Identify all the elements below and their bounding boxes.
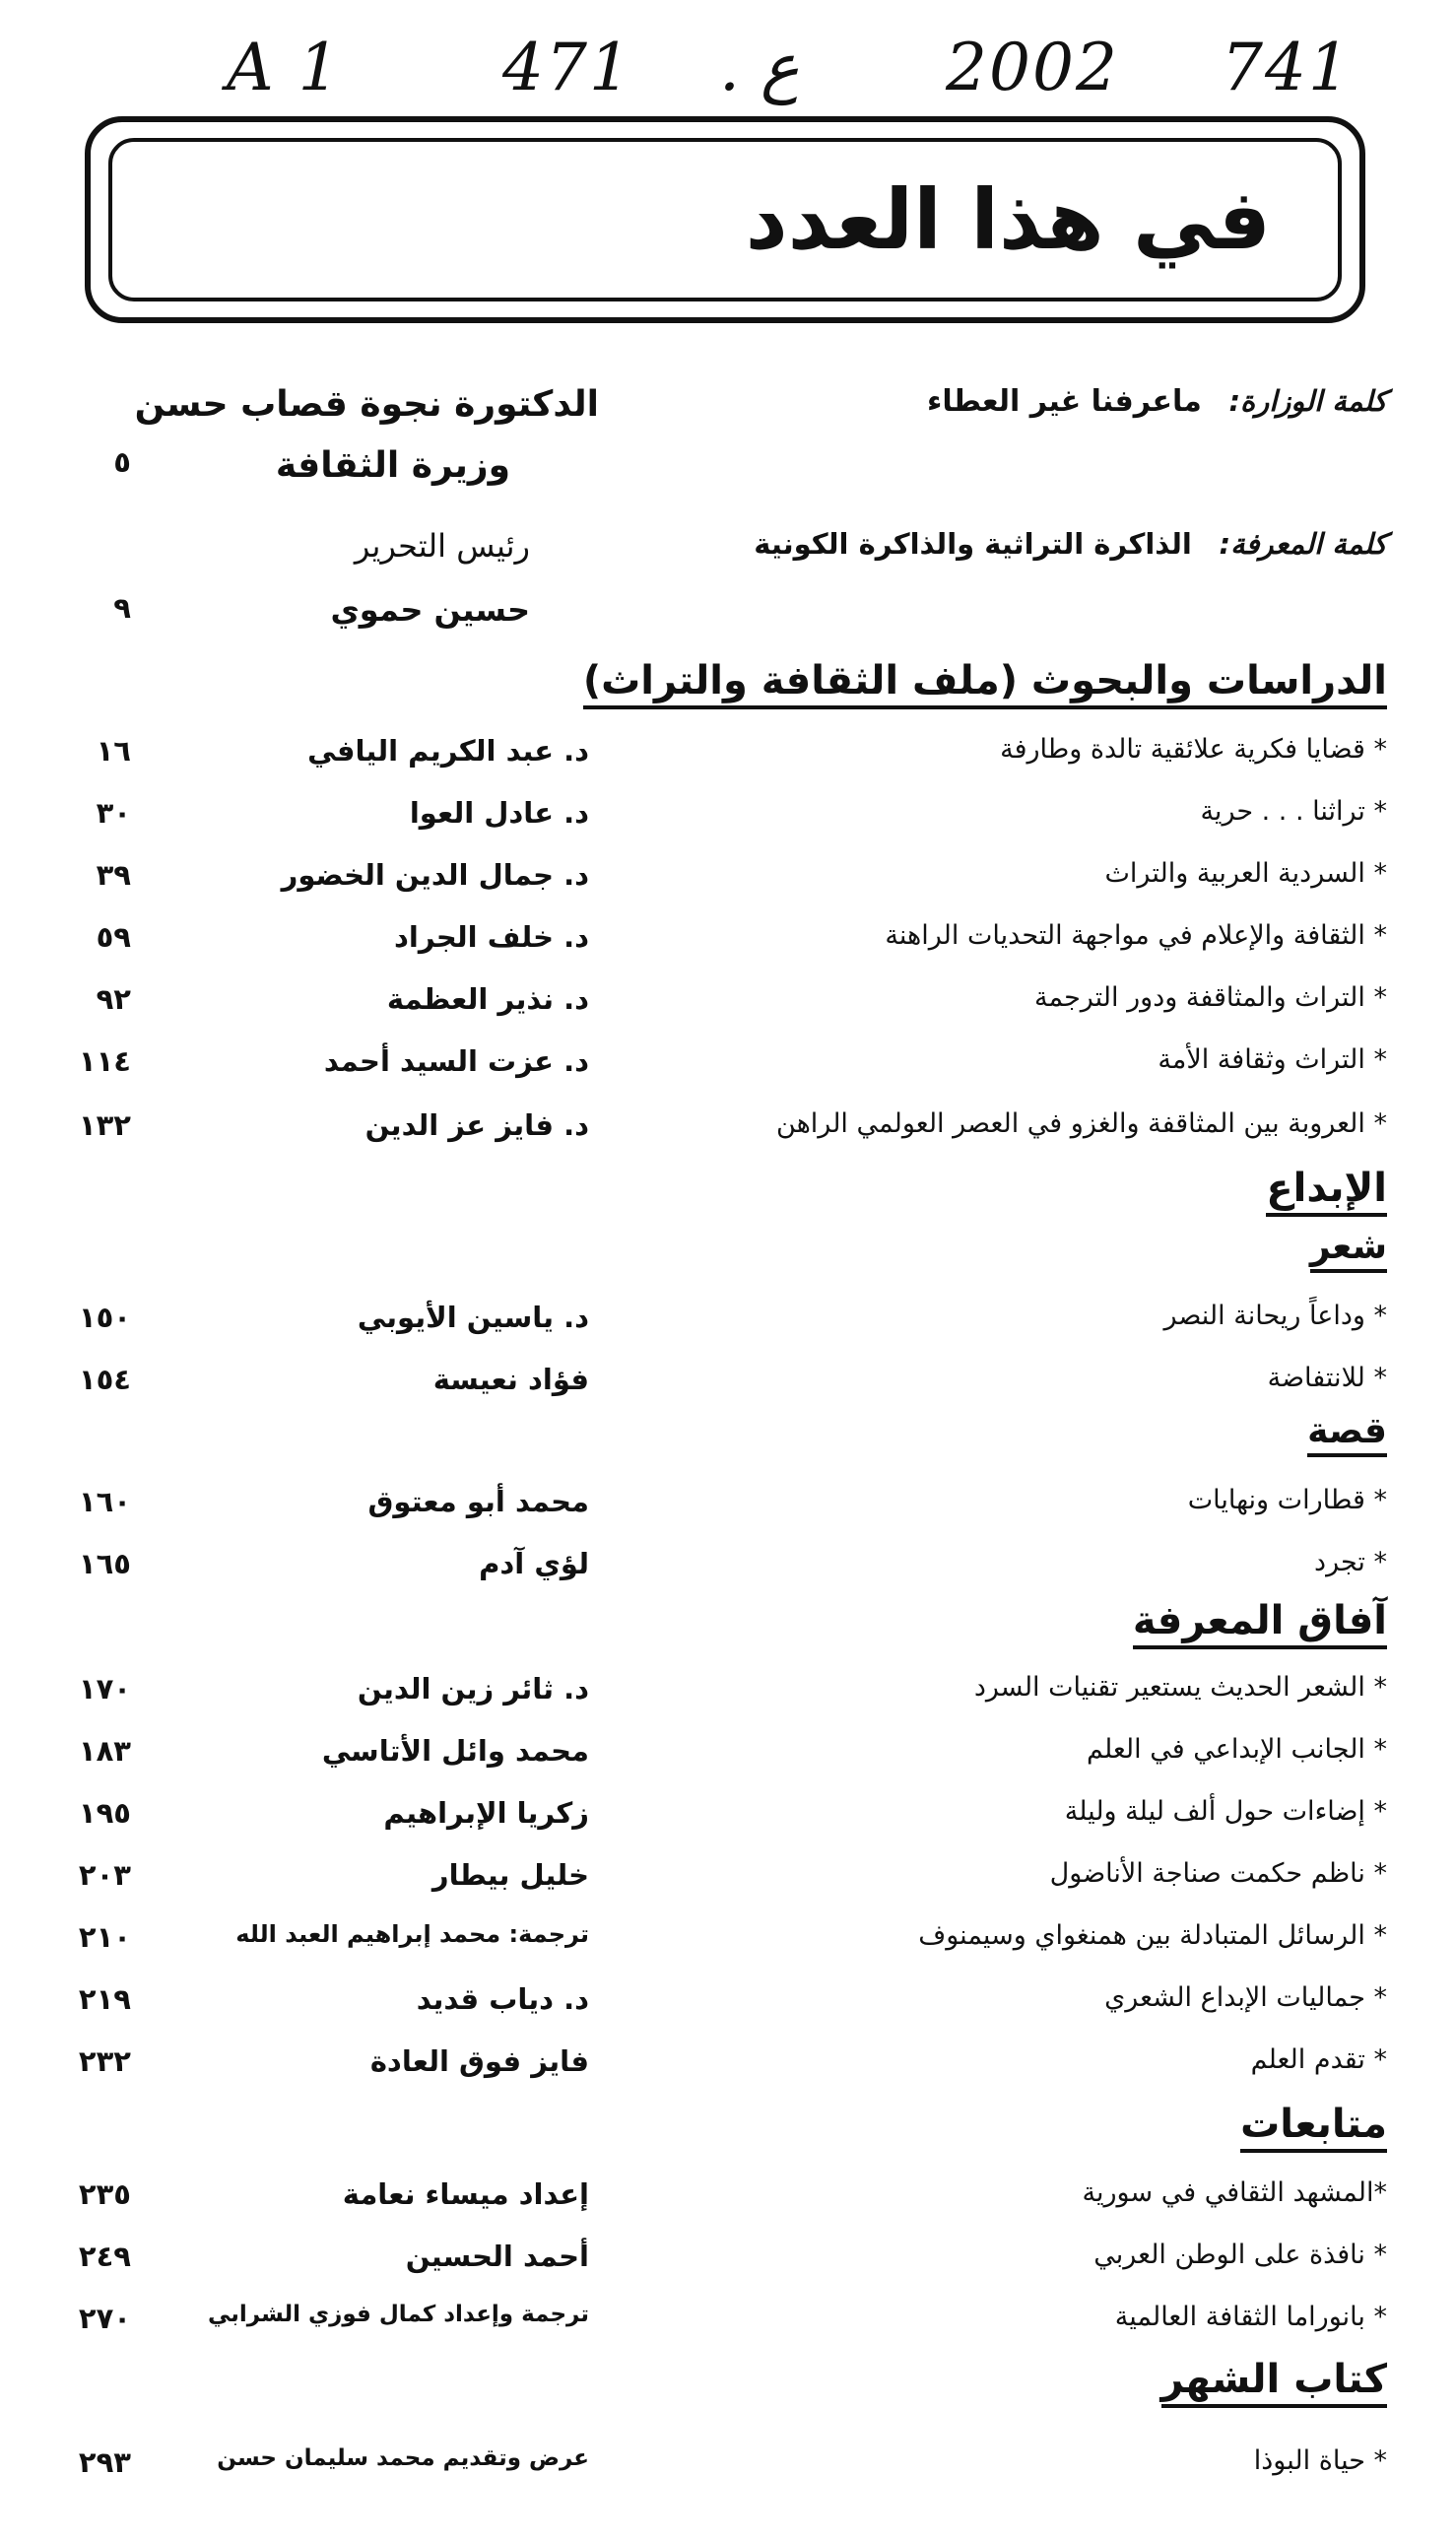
intro-title	[927, 384, 1387, 419]
article-author: زكريا الإبراهيم	[383, 1796, 589, 1830]
page-number: ١١٤	[78, 1044, 131, 1078]
toc-row	[0, 2445, 1456, 2505]
handwritten-code-1: A 1	[227, 30, 342, 105]
section-heading-followups: متابعات	[1240, 2102, 1387, 2153]
intro-author-line1: رئيس التحرير	[354, 527, 530, 565]
page-number: ١٦٥	[78, 1547, 131, 1580]
handwritten-code-3: ع .	[719, 30, 800, 105]
article-title: * بانوراما الثقافة العالمية	[1114, 2302, 1387, 2332]
section-heading-horizons: آفاق المعرفة	[1133, 1598, 1387, 1649]
intro-row-knowledge	[0, 527, 1456, 586]
article-title: * نافذة على الوطن العربي	[1093, 2240, 1387, 2270]
article-author: لؤي آدم	[479, 1547, 589, 1580]
toc-row	[0, 1301, 1456, 1360]
toc-row	[0, 1858, 1456, 1917]
article-title: * الثقافة والإعلام في مواجهة التحديات الراهنة	[885, 920, 1387, 951]
intro-row-knowledge-2	[0, 591, 1456, 650]
page-number: ١٩٥	[78, 1796, 131, 1830]
article-title: * العروبة بين المثاقفة والغزو في العصر العولمي الراهن	[776, 1108, 1387, 1139]
toc-row	[0, 982, 1456, 1041]
handwritten-code-2: 471	[502, 30, 632, 105]
article-title: * تجرد	[1314, 1547, 1387, 1577]
page-number: ١٥٤	[78, 1363, 131, 1396]
toc-row	[0, 2044, 1456, 2104]
intro-label: كلمة الوزارة:	[1228, 384, 1387, 418]
article-author: د. عادل العوا	[409, 796, 589, 830]
article-author: د. عزت السيد أحمد	[323, 1044, 589, 1078]
section-heading-book-of-month: كتاب الشهر	[1161, 2357, 1387, 2408]
article-author: د. فايز عز الدين	[364, 1108, 589, 1142]
subsection-heading-story: قصة	[1307, 1411, 1387, 1457]
section-heading-creativity: الإبداع	[1266, 1166, 1387, 1217]
article-title: * قطارات ونهايات	[1187, 1485, 1387, 1515]
page-number: ١٨٣	[78, 1734, 131, 1768]
article-title: *المشهد الثقافي في سورية	[1082, 2177, 1387, 2208]
article-author: أحمد الحسين	[405, 2240, 589, 2273]
intro-title-text: ماعرفنا غير العطاء	[927, 384, 1202, 419]
toc-row	[0, 1672, 1456, 1731]
article-title: * السردية العربية والتراث	[1104, 858, 1387, 889]
page-number: ٩	[113, 591, 131, 625]
page-number: ٢٣٥	[78, 2177, 131, 2211]
article-author: د. خلف الجراد	[394, 920, 589, 954]
article-author: د. جمال الدين الخضور	[281, 858, 589, 892]
page-number: ٢١٠	[78, 1920, 131, 1954]
article-title: * للانتفاضة	[1267, 1363, 1387, 1393]
article-title: * جماليات الإبداع الشعري	[1104, 1982, 1387, 2013]
toc-row	[0, 796, 1456, 855]
page-number: ١٦	[96, 734, 131, 768]
toc-row	[0, 2177, 1456, 2237]
toc-row	[0, 1363, 1456, 1422]
intro-row-ministry	[0, 384, 1456, 443]
toc-row	[0, 1920, 1456, 1979]
article-title: * تراثنا . . . حرية	[1200, 796, 1387, 827]
article-title: * وداعاً ريحانة النصر	[1163, 1301, 1387, 1331]
article-author: خليل بيطار	[431, 1858, 589, 1892]
article-author: فايز فوق العادة	[369, 2044, 589, 2078]
article-title: * قضايا فكرية علائقية تالدة وطارفة	[1000, 734, 1387, 765]
intro-title	[754, 527, 1387, 561]
page-number: ١٦٠	[78, 1485, 131, 1518]
article-author: د. نذير العظمة	[386, 982, 589, 1016]
article-title: * الجانب الإبداعي في العلم	[1086, 1734, 1387, 1765]
toc-row	[0, 2302, 1456, 2361]
article-author: إعداد ميساء نعامة	[342, 2177, 589, 2211]
article-title: * إضاءات حول ألف ليلة وليلة	[1064, 1796, 1387, 1827]
article-title: * التراث وثقافة الأمة	[1158, 1044, 1387, 1075]
toc-row	[0, 920, 1456, 979]
article-author: فؤاد نعيسة	[432, 1363, 589, 1396]
article-title: * الرسائل المتبادلة بين همنغواي وسيمنوف	[918, 1920, 1387, 1951]
article-author: ترجمة وإعداد كمال فوزي الشرابي	[208, 2302, 589, 2327]
subsection-heading-poetry: شعر	[1310, 1227, 1387, 1273]
toc-row	[0, 1547, 1456, 1606]
article-author: محمد وائل الأتاسي	[321, 1734, 589, 1768]
page-number: ٢٩٣	[78, 2445, 131, 2479]
article-author: د. ياسين الأيوبي	[357, 1301, 589, 1334]
page-number: ٢١٩	[78, 1982, 131, 2016]
article-author: عرض وتقديم محمد سليمان حسن	[217, 2445, 589, 2471]
toc-row	[0, 858, 1456, 917]
page-number: ٢٧٠	[78, 2302, 131, 2335]
toc-row	[0, 1982, 1456, 2041]
article-title: * حياة البوذا	[1253, 2445, 1387, 2476]
page-number: ٢٤٩	[78, 2240, 131, 2273]
article-author: د. عبد الكريم اليافي	[307, 734, 589, 768]
page-number: ١٣٢	[78, 1108, 131, 1142]
article-author: د. ثائر زين الدين	[357, 1672, 589, 1706]
toc-row	[0, 1044, 1456, 1104]
article-title: * الشعر الحديث يستعير تقنيات السرد	[973, 1672, 1387, 1703]
page-number: ٥٩	[96, 920, 131, 954]
intro-author-line2: وزيرة الثقافة	[275, 445, 510, 486]
article-title: * ناظم حكمت صناجة الأناضول	[1049, 1858, 1387, 1889]
page-number: ٢٣٢	[78, 2044, 131, 2078]
page-number: ١٧٠	[78, 1672, 131, 1706]
article-author: ترجمة: محمد إبراهيم العبد الله	[235, 1920, 589, 1948]
intro-author-line2: حسين حموي	[330, 591, 530, 629]
page-number: ٢٠٣	[78, 1858, 131, 1892]
toc-row	[0, 1485, 1456, 1544]
intro-title-text: الذاكرة التراثية والذاكرة الكونية	[754, 527, 1192, 561]
page-number: ٩٢	[96, 982, 131, 1016]
article-author: محمد أبو معتوق	[367, 1485, 589, 1518]
article-title: * التراث والمثاقفة ودور الترجمة	[1033, 982, 1387, 1013]
article-author: د. دياب قديد	[416, 1982, 589, 2016]
toc-row	[0, 2240, 1456, 2299]
page-number: ٣٠	[96, 796, 131, 830]
handwritten-code-4: 2002	[946, 30, 1119, 105]
page-number: ١٥٠	[78, 1301, 131, 1334]
title-frame	[85, 116, 1365, 323]
intro-label: كلمة المعرفة:	[1219, 527, 1387, 561]
page-number: ٣٩	[96, 858, 131, 892]
handwritten-code-5: 741	[1222, 30, 1352, 105]
toc-row	[0, 1796, 1456, 1855]
toc-row	[0, 734, 1456, 793]
page-number: ٥	[113, 445, 131, 479]
intro-author-line1: الدكتورة نجوة قصاب حسن	[134, 384, 599, 425]
toc-row	[0, 1108, 1456, 1168]
intro-row-ministry-2	[0, 445, 1456, 504]
section-heading-studies: الدراسات والبحوث (ملف الثقافة والتراث)	[583, 658, 1387, 709]
page-title: في هذا العدد	[745, 171, 1271, 268]
article-title: * تقدم العلم	[1250, 2044, 1387, 2075]
toc-row	[0, 1734, 1456, 1793]
